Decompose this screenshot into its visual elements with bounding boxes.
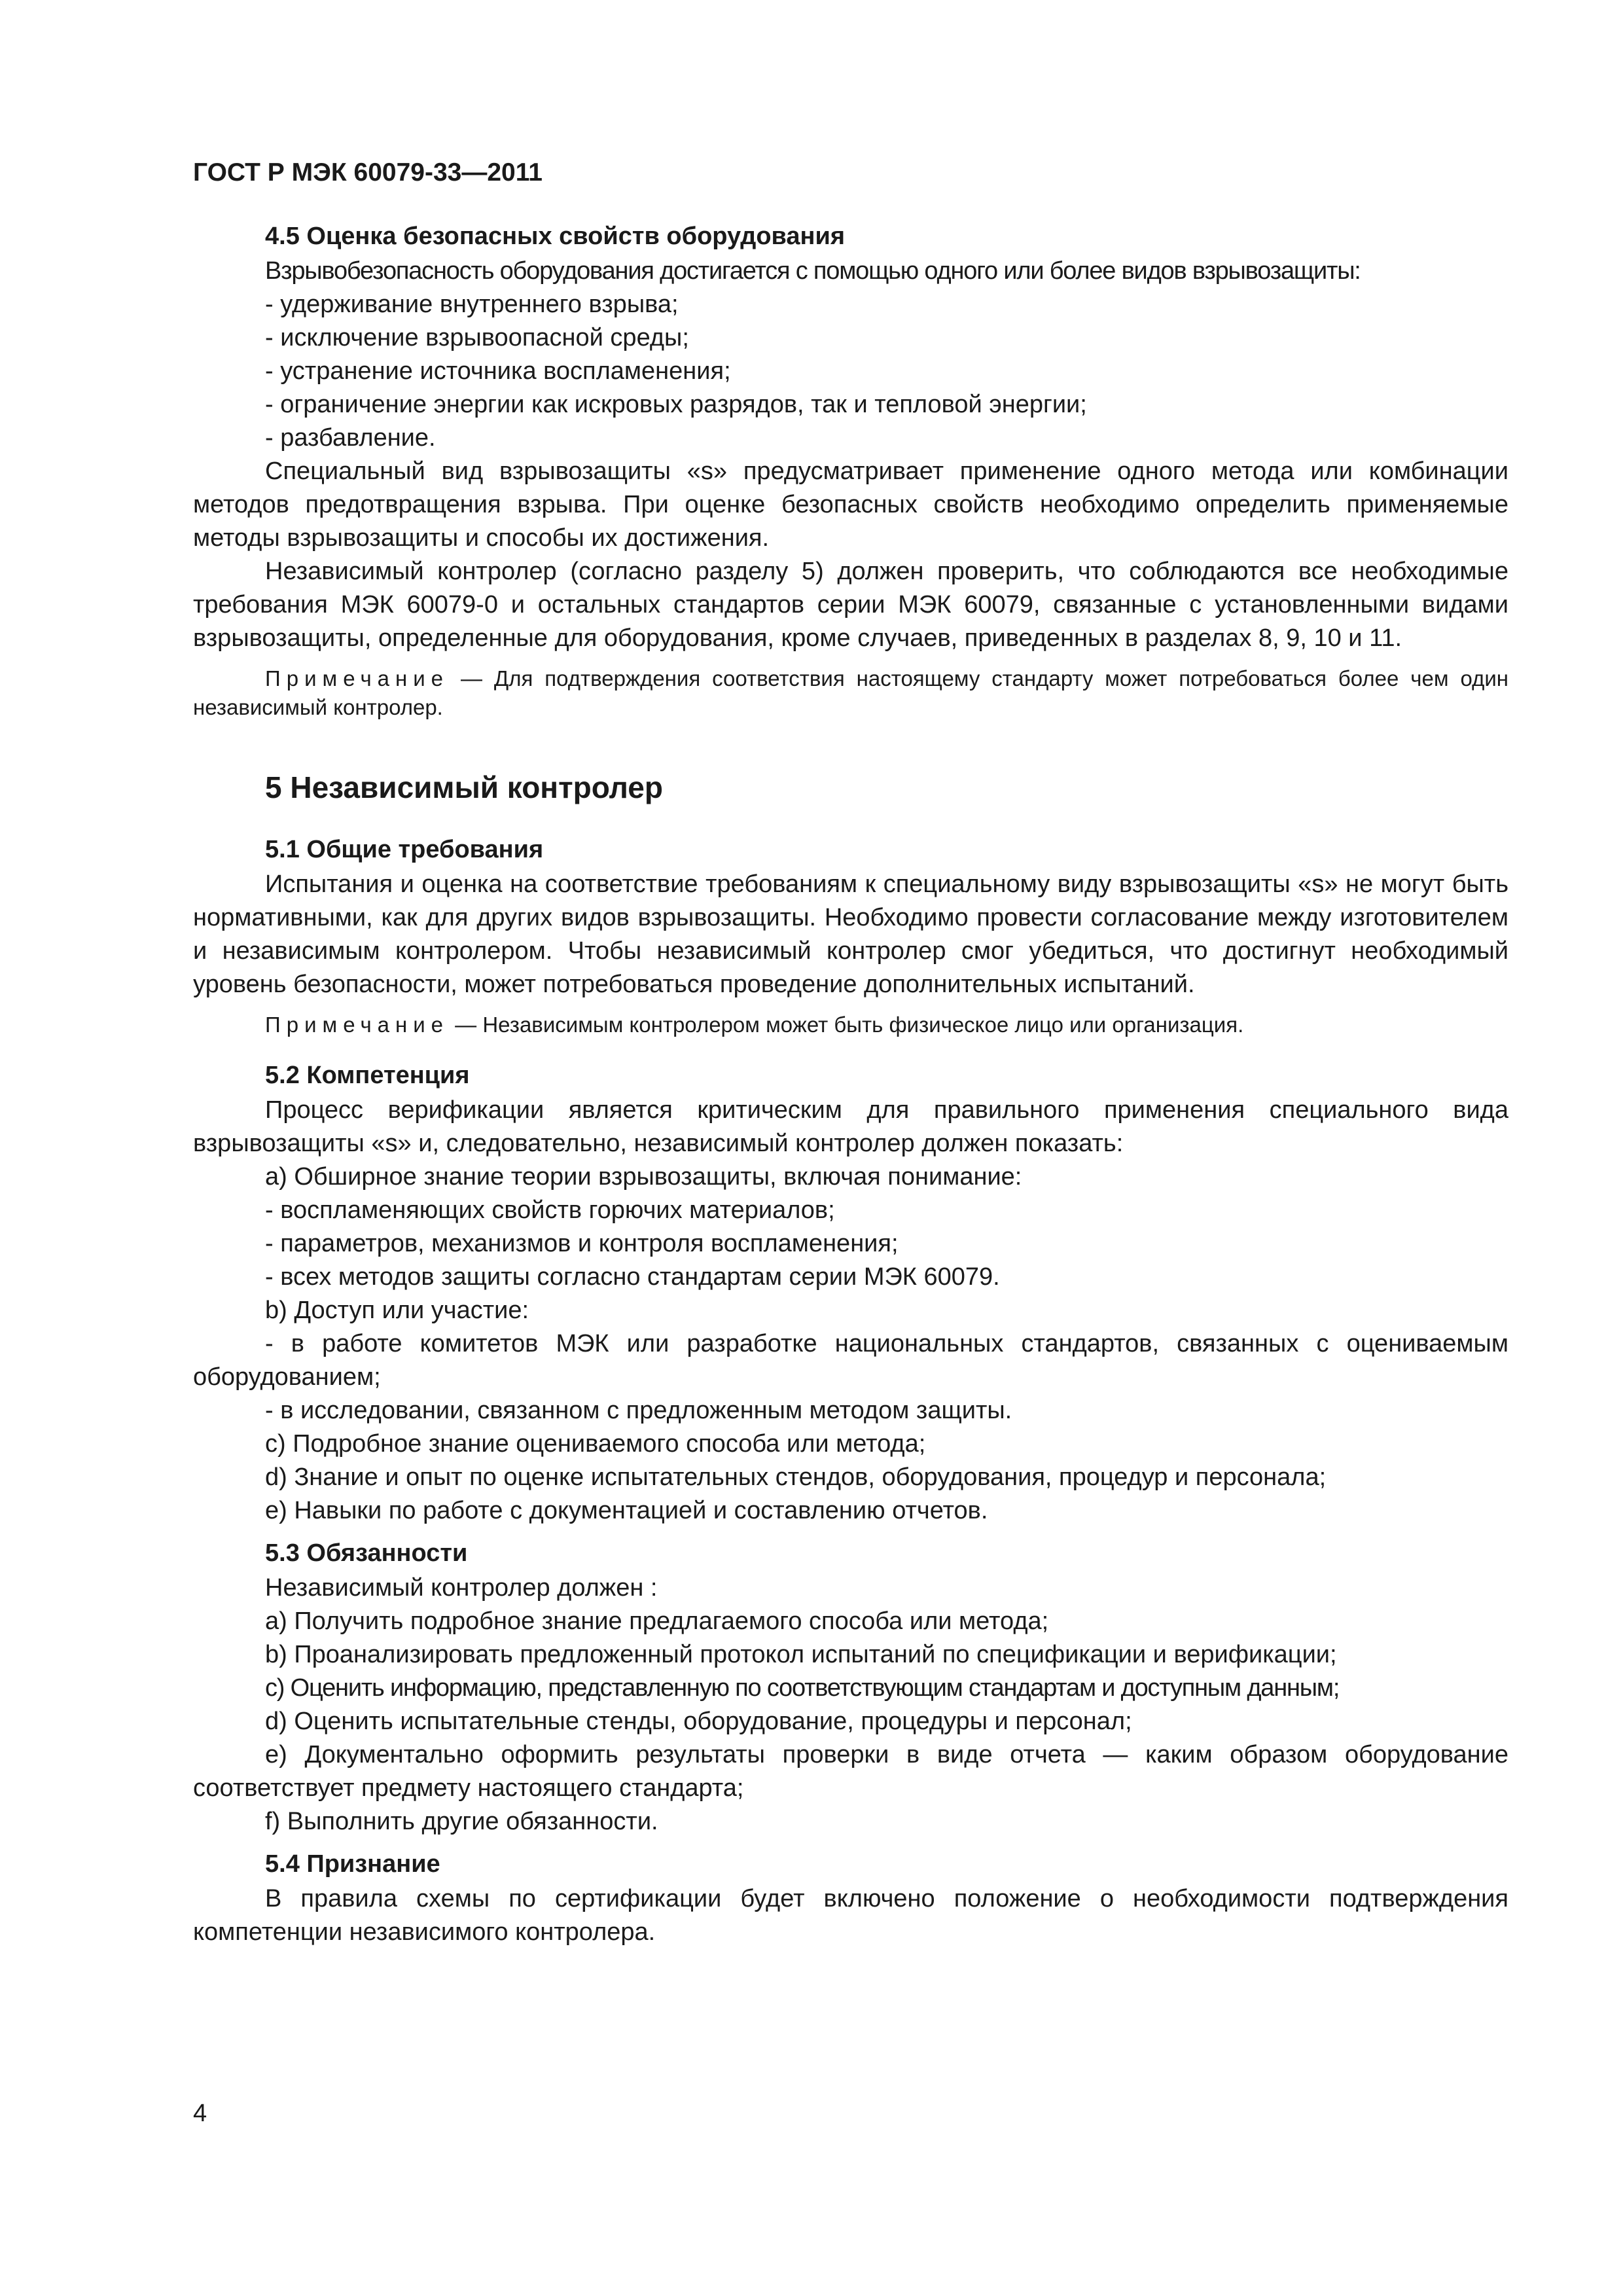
section-5-2-title: 5.2 Компетенция bbox=[265, 1062, 470, 1089]
section-4-5-title: 4.5 Оценка безопасных свойств оборудования bbox=[265, 223, 846, 250]
section-4-5-paragraph: Независимый контролер (согласно разделу 5) должен проверить, что соблюдаются все необходимые требования МЭК 60079-0 и остальных стандартов серии МЭК 60079, связанные с установленными видами взрывозащиты, определенные для оборудования, кроме случаев, приведенных в разделах 8, 9, 10 и 11. bbox=[193, 558, 1508, 652]
note-label: Примечание bbox=[265, 666, 450, 691]
list-item: f) Выполнить другие обязанности. bbox=[265, 1808, 658, 1835]
list-item: e) Навыки по работе с документацией и составлению отчетов. bbox=[265, 1497, 988, 1524]
list-item: - параметров, механизмов и контроля воспламенения; bbox=[265, 1230, 899, 1257]
list-item: a) Обширное знание теории взрывозащиты, включая понимание: bbox=[265, 1163, 1022, 1191]
note bbox=[193, 1011, 1508, 1039]
document-header: ГОСТ Р МЭК 60079-33—2011 bbox=[193, 158, 543, 187]
list-item: - в исследовании, связанном с предложенным методом защиты. bbox=[265, 1397, 1012, 1424]
section-5-title: 5 Независимый контролер bbox=[265, 770, 663, 804]
note-text: — Независимым контролером может быть физическое лицо или организация. bbox=[449, 1013, 1244, 1037]
list-item: a) Получить подробное знание предлагаемого способа или метода; bbox=[265, 1607, 1049, 1635]
section-4-5-intro: Взрывобезопасность оборудования достигается с помощью одного или более видов взрывозащиты: bbox=[265, 257, 1361, 285]
section-5-4-title: 5.4 Признание bbox=[265, 1850, 440, 1878]
section-5-4-paragraph: В правила схемы по сертификации будет включено положение о необходимости подтверждения компетенции независимого контролера. bbox=[193, 1885, 1508, 1946]
note bbox=[193, 664, 1508, 722]
section-5-2-intro: Процесс верификации является критическим для правильного применения специального вида взрывозащиты «s» и, следовательно, независимый контролер должен показать: bbox=[193, 1096, 1508, 1157]
section-5-1-title: 5.1 Общие требования bbox=[265, 836, 544, 863]
list-item: c) Оценить информацию, представленную по соответствующим стандартам и доступным данным; bbox=[265, 1674, 1340, 1702]
section-4-5-paragraph: Специальный вид взрывозащиты «s» предусматривает применение одного метода или комбинации методов предотвращения взрыва. При оценке безопасных свойств необходимо определить применяемые методы взрывозащиты и способы их достижения. bbox=[193, 457, 1508, 552]
section-5-3-intro: Независимый контролер должен : bbox=[265, 1574, 658, 1602]
list-item: b) Проанализировать предложенный протокол испытаний по спецификации и верификации; bbox=[265, 1641, 1337, 1668]
list-item: - в работе комитетов МЭК или разработке национальных стандартов, связанных с оцениваемым оборудованием; bbox=[193, 1330, 1508, 1391]
list-item: d) Знание и опыт по оценке испытательных стендов, оборудования, процедур и персонала; bbox=[265, 1463, 1327, 1491]
list-item: - разбавление. bbox=[265, 424, 436, 452]
note-text: — Для подтверждения соответствия настоящему стандарту может потребоваться более чем один независимый контролер. bbox=[193, 666, 1508, 719]
list-item: c) Подробное знание оцениваемого способа или метода; bbox=[265, 1430, 926, 1458]
list-item: e) Документально оформить результаты проверки в виде отчета — каким образом оборудование соответствует предмету настоящего стандарта; bbox=[193, 1741, 1508, 1802]
list-item: - ограничение энергии как искровых разрядов, так и тепловой энергии; bbox=[265, 391, 1087, 418]
list-item: - всех методов защиты согласно стандартам серии МЭК 60079. bbox=[265, 1263, 1000, 1291]
note-label: Примечание bbox=[265, 1013, 450, 1037]
section-5-1-paragraph: Испытания и оценка на соответствие требованиям к специальному виду взрывозащиты «s» не могут быть нормативными, как для других видов взрывозащиты. Необходимо провести согласование между изготовителем и независимым контролером. Чтобы независимый контролер смог убедиться, что достигнут необходимый уровень безопасности, может потребоваться проведение дополнительных испытаний. bbox=[193, 870, 1508, 998]
list-item: - воспламеняющих свойств горючих материалов; bbox=[265, 1196, 835, 1224]
list-item: - удерживание внутреннего взрыва; bbox=[265, 291, 679, 318]
list-item: b) Доступ или участие: bbox=[265, 1297, 529, 1324]
document-page bbox=[193, 157, 1508, 1949]
list-item: d) Оценить испытательные стенды, оборудование, процедуры и персонал; bbox=[265, 1708, 1132, 1735]
page-number: 4 bbox=[193, 2100, 207, 2127]
list-item: - исключение взрывоопасной среды; bbox=[265, 324, 689, 351]
list-item: - устранение источника воспламенения; bbox=[265, 357, 731, 385]
section-5-3-title: 5.3 Обязанности bbox=[265, 1539, 468, 1567]
